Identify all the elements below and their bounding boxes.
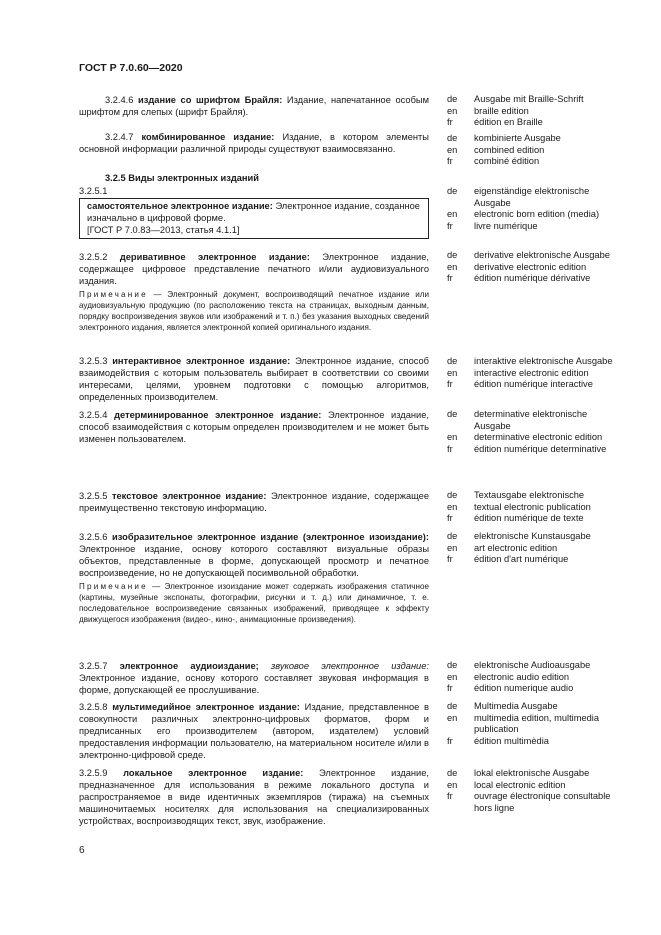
equivalent-term: eigenständige elektronische Ausgabe <box>474 186 590 208</box>
entry-term: комбинированное издание: <box>141 132 275 142</box>
equivalent-row <box>447 221 622 233</box>
equivalent-term: braille edition <box>474 105 529 116</box>
equivalent-row <box>447 262 622 274</box>
lang-code: fr <box>447 513 453 524</box>
lang-code: fr <box>447 379 453 390</box>
entry-term: издание со шрифтом Брайля: <box>138 95 283 105</box>
equivalent-term: combined edition <box>474 144 545 155</box>
equivalent-row <box>447 273 622 285</box>
entry-term: самостоятельное электронное издание: <box>87 201 273 211</box>
note-label: Примечание <box>79 290 148 299</box>
lang-code: fr <box>447 117 453 128</box>
entry-definition: Электронное издание, предназначенное для использования в режиме локального доступа и распространяемое в виде идентичных экземпляров (тиража) на съемных машиночитаемых носителях для использования на специализированных устройствах, воспроизводящих текст, звук, изображение. <box>79 768 429 826</box>
equivalent-row <box>447 432 622 444</box>
section-3-2-5-heading <box>79 172 429 184</box>
equivalent-term: electronic born edition (media) <box>474 209 600 220</box>
equivalent-row <box>447 94 622 106</box>
equivalent-term: édition d'art numérique <box>474 554 569 565</box>
lang-code: en <box>447 367 458 378</box>
equivalent-row <box>447 554 622 566</box>
lang-code: en <box>447 779 458 790</box>
equivalent-term: derivative elektronische Ausgabe <box>474 250 610 260</box>
equivalent-row <box>447 133 622 145</box>
note-label: Примечание <box>79 582 148 591</box>
equivalent-row <box>447 356 622 368</box>
entry-term: электронное аудиоиздание; <box>119 661 259 671</box>
entry-definition: Электронное издание, способ взаимодействия с которым определен производителем и не может быть изменен пользователем. <box>79 410 429 444</box>
equivalents-r11 <box>447 768 622 814</box>
equivalent-term: elektronische Audioausgabe <box>474 660 591 670</box>
equivalent-term: electronic audio edition <box>474 671 570 682</box>
equivalent-row <box>447 379 622 391</box>
equivalent-row <box>447 780 622 792</box>
equivalent-row <box>447 713 622 736</box>
entry-definition: Электронное издание, содержащее преимущественно текстовую информацию. <box>79 491 430 513</box>
equivalents-r5 <box>447 356 622 391</box>
page-number: 6 <box>79 845 85 856</box>
entry-reference: [ГОСТ Р 7.0.83—2013, статья 4.1.1] <box>87 225 240 235</box>
equivalents-r6 <box>447 409 622 455</box>
equivalents-r7 <box>447 490 622 525</box>
lang-code: fr <box>447 443 453 454</box>
equivalent-term: derivative electronic edition <box>474 261 587 272</box>
equivalent-term: multimedia edition, multimedia publication <box>474 712 600 735</box>
equivalent-row <box>447 513 622 525</box>
entry-definition: Издание, представленное в совокупности различных электронно-цифровых форматов, форм и предписанных его производителем (автором, издателем) условий предоставления информации пользователю, на материальном носителе и/или в электронно-цифровой среде. <box>79 702 429 760</box>
entry-number: 3.2.5.3 <box>79 356 108 366</box>
equivalent-term: interaktive elektronische Ausgabe <box>474 356 613 366</box>
equivalent-term: combiné édition <box>474 156 540 167</box>
equivalent-term: determinative electronic edition <box>474 432 603 443</box>
section-number: 3.2.5 <box>105 173 126 183</box>
entry-3-2-5-6 <box>79 531 429 625</box>
equivalent-term: édition numerique audio <box>474 683 574 694</box>
entry-3-2-5-7 <box>79 660 429 696</box>
lang-code: fr <box>447 791 453 802</box>
entry-number: 3.2.5.2 <box>79 252 108 262</box>
equivalent-term: livre numérique <box>474 220 538 231</box>
equivalents-r3 <box>447 186 622 232</box>
note <box>79 581 429 625</box>
entry-number: 3.2.5.6 <box>79 532 108 542</box>
entry-number: 3.2.5.1 <box>79 186 108 196</box>
lang-code: de <box>447 531 458 541</box>
lang-code: de <box>447 94 458 104</box>
lang-code: fr <box>447 156 453 167</box>
equivalent-term: interactive electronic edition <box>474 367 589 378</box>
lang-code: en <box>447 105 458 116</box>
equivalent-row <box>447 543 622 555</box>
lang-code: de <box>447 250 458 260</box>
equivalent-term: Textausgabe elektronische <box>474 490 585 500</box>
entry-3-2-4-6 <box>79 94 429 118</box>
entry-number: 3.2.5.4 <box>79 410 108 420</box>
note-dash: — <box>153 290 162 299</box>
entry-term: текстовое электронное издание: <box>111 491 267 501</box>
entry-definition: Электронное издание, способ взаимодействия с которым пользователь выбирает в соответствии со своими интересами, целями, уровнем подготовки с помощью алгоритмов, определенных производителем. <box>79 356 429 402</box>
note-dash: — <box>152 582 161 591</box>
equivalent-row <box>447 409 622 432</box>
section-title: Виды электронных изданий <box>128 173 259 183</box>
equivalent-term: lokal elektronische Ausgabe <box>474 768 590 778</box>
lang-code: en <box>447 501 458 512</box>
equivalent-term: édition multimèdia <box>474 735 549 746</box>
entry-number: 3.2.5.7 <box>79 661 108 671</box>
lang-code: en <box>447 432 458 443</box>
entry-3-2-5-1 <box>79 185 429 239</box>
note-text: Электронный документ, воспроизводящий печатное издание или аудиовизуальную продукцию (по расположению текста на страницах, выходным данным, порядку воспроизведения звуков или изображений и т. п.) без указания выходных сведений электронного издания, является электронной копией оригинального издания. <box>79 290 430 332</box>
equivalent-row <box>447 209 622 221</box>
entry-definition: Электронное издание, основу которого составляют визуальные образы объектов, представленные в форме, допускающей просмотр и печатное воспроизведение, но не допускающей посимвольной обработки. <box>79 544 429 578</box>
equivalent-term: elektronische Kunstausgabe <box>474 531 591 541</box>
entry-alt-term: звуковое электронное издание: <box>270 661 429 671</box>
equivalent-term: local electronic edition <box>474 779 566 790</box>
equivalents-r1 <box>447 94 622 129</box>
equivalent-row <box>447 701 622 713</box>
lang-code: fr <box>447 735 453 746</box>
entry-number: 3.2.5.5 <box>79 491 108 501</box>
equivalent-term: textual electronic publication <box>474 501 591 512</box>
entry-definition: Электронное издание, содержащее цифровое представление печатного и/или аудиовизуального издания. <box>79 252 429 286</box>
entry-term: деривативное электронное издание: <box>119 252 310 262</box>
entry-definition: Издание, напечатанное особым шрифтом для слепых (шрифт Брайля). <box>79 95 429 117</box>
equivalent-row <box>447 444 622 456</box>
equivalent-row <box>447 106 622 118</box>
entry-3-2-4-7 <box>79 131 429 155</box>
entry-term: детерминированное электронное издание: <box>114 410 322 420</box>
equivalent-row <box>447 531 622 543</box>
entry-term: мультимедийное электронное издание: <box>112 702 300 712</box>
equivalent-row <box>447 502 622 514</box>
entry-number: 3.2.4.7 <box>105 132 134 142</box>
equivalent-row <box>447 156 622 168</box>
entry-3-2-5-4 <box>79 409 429 445</box>
equivalent-row <box>447 672 622 684</box>
equivalent-row <box>447 117 622 129</box>
equivalent-row <box>447 250 622 262</box>
entry-term: интерактивное электронное издание: <box>112 356 291 366</box>
lang-code: fr <box>447 273 453 284</box>
equivalent-row <box>447 186 622 209</box>
lang-code: en <box>447 144 458 155</box>
lang-code: en <box>447 712 458 723</box>
equivalent-term: édition numérique determinative <box>474 443 607 454</box>
equivalent-term: édition numérique de texte <box>474 513 584 524</box>
equivalent-term: kombinierte Ausgabe <box>474 133 561 143</box>
lang-code: de <box>447 660 458 670</box>
equivalent-term: Multimedia Ausgabe <box>474 701 558 711</box>
entry-3-2-5-8 <box>79 701 429 761</box>
entry-3-2-5-2 <box>79 251 429 333</box>
lang-code: fr <box>447 220 453 231</box>
entry-number: 3.2.4.6 <box>105 95 134 105</box>
lang-code: de <box>447 490 458 500</box>
equivalent-row <box>447 683 622 695</box>
entry-number: 3.2.5.9 <box>79 768 108 778</box>
equivalent-term: determinative elektronische Ausgabe <box>474 409 588 431</box>
equivalent-term: Ausgabe mit Braille-Schrift <box>474 94 584 104</box>
equivalent-term: ouvrage électronique consultable hors ligne <box>474 791 611 813</box>
entry-3-2-5-9 <box>79 767 429 827</box>
note <box>79 289 429 333</box>
equivalent-row <box>447 145 622 157</box>
equivalent-term: édition numérique dérivative <box>474 273 591 284</box>
entry-number: 3.2.5.8 <box>79 702 108 712</box>
equivalent-term: art electronic edition <box>474 542 558 553</box>
equivalents-r8 <box>447 531 622 566</box>
entry-3-2-5-5 <box>79 490 429 514</box>
lang-code: en <box>447 671 458 682</box>
equivalent-row <box>447 490 622 502</box>
equivalent-row <box>447 736 622 748</box>
definition-box <box>79 198 429 239</box>
entry-definition: Электронное издание, созданное изначально в цифровой форме. <box>87 201 420 223</box>
equivalents-r2 <box>447 133 622 168</box>
lang-code: en <box>447 261 458 272</box>
lang-code: fr <box>447 683 453 694</box>
equivalents-r10 <box>447 701 622 747</box>
lang-code: en <box>447 542 458 553</box>
equivalent-row <box>447 791 622 814</box>
lang-code: de <box>447 409 458 419</box>
equivalent-term: édition en Braille <box>474 117 543 128</box>
equivalents-r4 <box>447 250 622 285</box>
entry-term: локальное электронное издание: <box>123 768 304 778</box>
equivalents-r9 <box>447 660 622 695</box>
entry-3-2-5-3 <box>79 355 429 403</box>
lang-code: fr <box>447 554 453 565</box>
lang-code: de <box>447 768 458 778</box>
equivalent-row <box>447 368 622 380</box>
equivalent-row <box>447 768 622 780</box>
lang-code: de <box>447 133 458 143</box>
note-text: Электронное изоиздание может содержать изображения статичное (картины, музейные экспонаты, фотографии, рисунки и т. д.) или динамичное, т. е. последовательное воспроизведение связанных изображений, приводящее к эффекту движущегося изображения (видео-, кино-, анимационные произведения). <box>79 582 430 624</box>
entry-definition: Электронное издание, основу которого составляет звуковая информация в форме, допускающей ее прослушивание. <box>79 673 429 695</box>
lang-code: de <box>447 701 458 711</box>
equivalent-term: édition numérique interactive <box>474 379 593 390</box>
lang-code: en <box>447 209 458 220</box>
lang-code: de <box>447 356 458 366</box>
document-header: ГОСТ Р 7.0.60—2020 <box>79 62 183 74</box>
equivalent-row <box>447 660 622 672</box>
entry-definition: Издание, в котором элементы основной информации различной природы существуют взаимосвязанно. <box>79 132 429 154</box>
entry-term: изобразительное электронное издание (электронное изоиздание): <box>112 532 429 542</box>
lang-code: de <box>447 186 458 196</box>
